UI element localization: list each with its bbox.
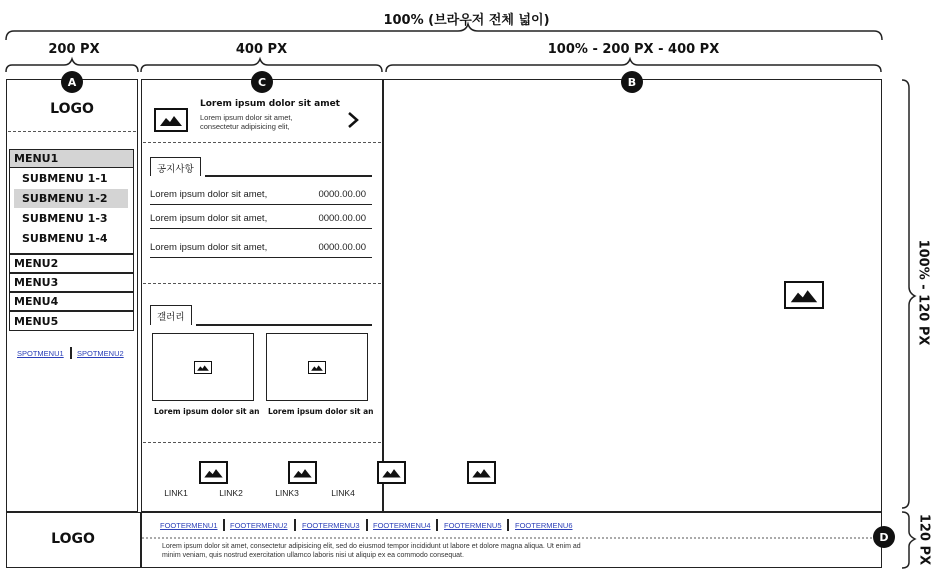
- menu-label: MENU3: [14, 276, 59, 289]
- footer-menu-separator: [507, 519, 509, 531]
- menu-label: MENU4: [14, 295, 59, 308]
- image-icon: [784, 281, 824, 309]
- link-2[interactable]: LINK2: [219, 488, 243, 498]
- footer-menu-separator: [436, 519, 438, 531]
- footer-menu-6[interactable]: FOOTERMENU6: [515, 521, 573, 530]
- sidebar-logo[interactable]: LOGO: [50, 101, 94, 117]
- footer-height-label: 120 PX: [916, 513, 932, 566]
- notice-row[interactable]: [150, 208, 372, 229]
- menu-3[interactable]: [9, 273, 134, 292]
- menu-label: MENU2: [14, 257, 59, 270]
- menu-label: MENU5: [14, 314, 59, 328]
- badge-b: B: [621, 71, 643, 93]
- notice-divider: [143, 283, 381, 284]
- footer-text: Lorem ipsum dolor sit amet, consectetur adipisicing elit, sed do eiusmod tempor incididunt ut labore et dolore magna aliqua. Ut enim ad: [162, 543, 581, 550]
- image-icon[interactable]: [288, 461, 317, 484]
- badge-c: C: [251, 71, 273, 93]
- link-1[interactable]: LINK1: [164, 488, 188, 498]
- footer-menu-2[interactable]: FOOTERMENU2: [230, 521, 288, 530]
- submenu-1-3[interactable]: SUBMENU 1-3: [22, 212, 108, 225]
- header-title[interactable]: Lorem ipsum dolor sit amet: [200, 99, 340, 109]
- notice-date: 0000.00.00: [318, 241, 366, 253]
- submenu-1-4[interactable]: SUBMENU 1-4: [22, 232, 108, 245]
- submenu-1-1[interactable]: SUBMENU 1-1: [22, 172, 108, 185]
- main-height-label: 100% - 120 PX: [915, 239, 931, 346]
- notice-row[interactable]: [150, 184, 372, 205]
- footer-menu-4[interactable]: FOOTERMENU4: [373, 521, 431, 530]
- col-b-width-label: 100% - 200 PX - 400 PX: [547, 42, 720, 57]
- footer-menu-separator: [366, 519, 368, 531]
- notice-text: Lorem ipsum dolor sit amet,: [150, 212, 268, 224]
- image-icon: [308, 361, 326, 374]
- header-desc-2: consectetur adipisicing elit,: [200, 122, 290, 131]
- spotmenu-1[interactable]: SPOTMENU1: [17, 349, 64, 358]
- tab-underline: [196, 324, 372, 326]
- menu-2[interactable]: [9, 254, 134, 273]
- gallery-divider: [143, 442, 381, 443]
- footer-menu-separator: [223, 519, 225, 531]
- footer-menu-5[interactable]: FOOTERMENU5: [444, 521, 502, 530]
- spotmenu-separator: [70, 347, 72, 359]
- image-icon[interactable]: [467, 461, 496, 484]
- header-desc-1: Lorem ipsum dolor sit amet,: [200, 113, 293, 122]
- col-a-width-label: 200 PX: [48, 42, 100, 57]
- col-c-width-label: 400 PX: [235, 42, 288, 57]
- submenu-1-2[interactable]: SUBMENU 1-2: [14, 189, 128, 208]
- badge-a: A: [61, 71, 83, 93]
- menu-label: MENU1: [14, 152, 59, 165]
- footer-logo[interactable]: LOGO: [51, 531, 95, 547]
- header-divider: [143, 142, 381, 143]
- notice-row[interactable]: [150, 237, 372, 258]
- chevron-right-icon[interactable]: [346, 111, 360, 129]
- image-icon[interactable]: [377, 461, 406, 484]
- gallery-caption: Lorem ipsum dolor sit an: [268, 407, 374, 416]
- total-width-label: 100% (브라우저 전체 넓이): [383, 13, 550, 28]
- badge-d: D: [873, 526, 895, 548]
- notice-date: 0000.00.00: [318, 188, 366, 200]
- image-icon[interactable]: [199, 461, 228, 484]
- gallery-item[interactable]: [266, 333, 368, 401]
- middle-column: [141, 79, 383, 512]
- gallery-caption: Lorem ipsum dolor sit an: [154, 407, 260, 416]
- sidebar-divider: [8, 131, 136, 132]
- menu-1[interactable]: [9, 149, 134, 168]
- footer-menu-separator: [294, 519, 296, 531]
- footer-text: minim veniam, quis nostrud exercitation ullamco laboris nisi ut aliquip ex ea commodo consequat.: [162, 552, 464, 559]
- gallery-item[interactable]: [152, 333, 254, 401]
- menu-4[interactable]: [9, 292, 134, 311]
- notice-date: 0000.00.00: [318, 212, 366, 224]
- image-icon: [194, 361, 212, 374]
- spotmenu-2[interactable]: SPOTMENU2: [77, 349, 124, 358]
- link-3[interactable]: LINK3: [275, 488, 299, 498]
- footer-menu-1[interactable]: FOOTERMENU1: [160, 521, 218, 530]
- notice-text: Lorem ipsum dolor sit amet,: [150, 241, 268, 253]
- tab-notice[interactable]: 공지사항: [150, 157, 201, 176]
- menu-5[interactable]: [9, 311, 134, 331]
- notice-text: Lorem ipsum dolor sit amet,: [150, 188, 268, 200]
- link-4[interactable]: LINK4: [331, 488, 355, 498]
- image-icon: [154, 108, 188, 132]
- footer-menu-3[interactable]: FOOTERMENU3: [302, 521, 360, 530]
- tab-underline: [205, 175, 372, 177]
- footer-divider: [140, 512, 142, 568]
- tab-gallery[interactable]: 갤러리: [150, 305, 192, 325]
